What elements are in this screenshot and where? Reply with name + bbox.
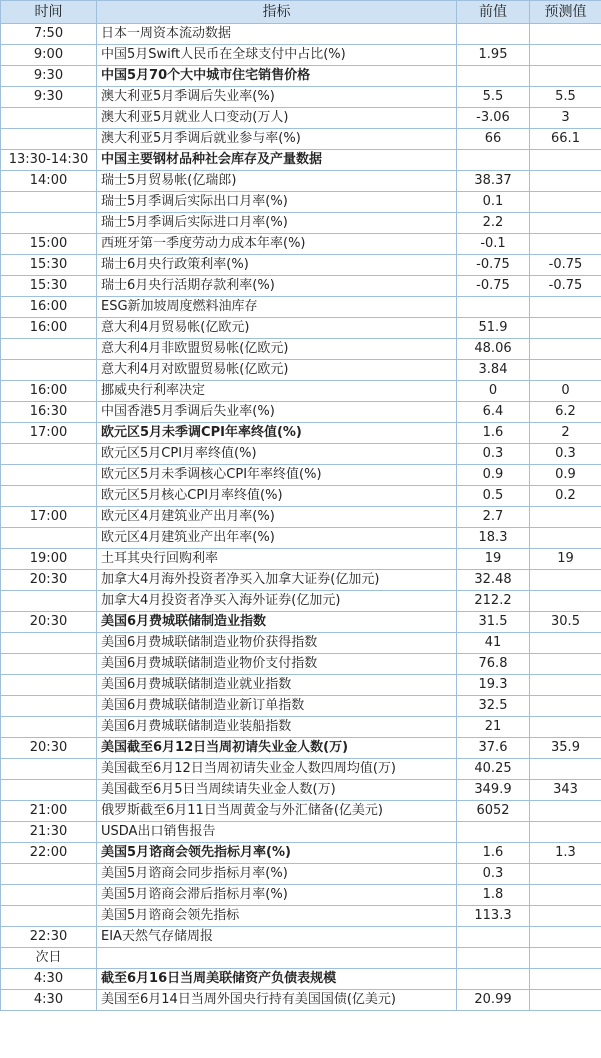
- indicator-cell: 截至6月16日当周美联储资产负债表规模: [97, 969, 457, 990]
- table-row: [1, 87, 601, 108]
- previous-value-cell: 19: [457, 549, 530, 570]
- indicator-cell: 美国6月费城联储制造业就业指数: [97, 675, 457, 696]
- forecast-value-cell: [530, 906, 601, 927]
- forecast-value-cell: [530, 360, 601, 381]
- forecast-value-cell: [530, 192, 601, 213]
- previous-value-cell: [457, 948, 530, 969]
- forecast-value-cell: [530, 990, 601, 1011]
- forecast-value-cell: 5.5: [530, 87, 601, 108]
- forecast-value-cell: [530, 675, 601, 696]
- forecast-value-cell: [530, 696, 601, 717]
- previous-value-cell: 0.3: [457, 864, 530, 885]
- indicator-cell: 俄罗斯截至6月11日当周黄金与外汇储备(亿美元): [97, 801, 457, 822]
- indicator-cell: 意大利4月对欧盟贸易帐(亿欧元): [97, 360, 457, 381]
- forecast-value-cell: [530, 654, 601, 675]
- forecast-value-cell: -0.75: [530, 255, 601, 276]
- table-row: [1, 843, 601, 864]
- time-cell: [1, 591, 97, 612]
- previous-value-cell: 19.3: [457, 675, 530, 696]
- table-row: [1, 360, 601, 381]
- table-row: [1, 402, 601, 423]
- table-row: [1, 486, 601, 507]
- forecast-value-cell: 0.3: [530, 444, 601, 465]
- forecast-value-cell: [530, 24, 601, 45]
- table-row: [1, 675, 601, 696]
- table-row: [1, 381, 601, 402]
- time-cell: 4:30: [1, 969, 97, 990]
- indicator-cell: 美国截至6月12日当周初请失业金人数(万): [97, 738, 457, 759]
- forecast-value-cell: [530, 927, 601, 948]
- time-cell: 21:00: [1, 801, 97, 822]
- previous-value-cell: -0.1: [457, 234, 530, 255]
- forecast-value-cell: 35.9: [530, 738, 601, 759]
- indicator-cell: 美国6月费城联储制造业指数: [97, 612, 457, 633]
- forecast-value-cell: 1.3: [530, 843, 601, 864]
- forecast-value-cell: [530, 171, 601, 192]
- time-cell: [1, 444, 97, 465]
- time-cell: 16:30: [1, 402, 97, 423]
- forecast-value-cell: [530, 234, 601, 255]
- forecast-value-cell: [530, 66, 601, 87]
- time-cell: [1, 759, 97, 780]
- time-cell: [1, 465, 97, 486]
- time-cell: [1, 780, 97, 801]
- time-cell: 9:30: [1, 87, 97, 108]
- header-previous: 前值: [457, 1, 530, 24]
- time-cell: 20:30: [1, 612, 97, 633]
- indicator-cell: 澳大利亚5月季调后失业率(%): [97, 87, 457, 108]
- time-cell: [1, 486, 97, 507]
- previous-value-cell: 349.9: [457, 780, 530, 801]
- previous-value-cell: [457, 24, 530, 45]
- table-row: [1, 213, 601, 234]
- previous-value-cell: [457, 822, 530, 843]
- indicator-cell: 美国6月费城联储制造业装船指数: [97, 717, 457, 738]
- time-cell: [1, 360, 97, 381]
- previous-value-cell: 113.3: [457, 906, 530, 927]
- time-cell: 22:30: [1, 927, 97, 948]
- previous-value-cell: 212.2: [457, 591, 530, 612]
- time-cell: [1, 129, 97, 150]
- table-header-row: [1, 1, 601, 24]
- table-row: [1, 990, 601, 1011]
- table-row: [1, 108, 601, 129]
- forecast-value-cell: [530, 45, 601, 66]
- time-cell: 7:50: [1, 24, 97, 45]
- previous-value-cell: 37.6: [457, 738, 530, 759]
- indicator-cell: 日本一周资本流动数据: [97, 24, 457, 45]
- forecast-value-cell: 66.1: [530, 129, 601, 150]
- time-cell: 15:30: [1, 255, 97, 276]
- time-cell: [1, 885, 97, 906]
- previous-value-cell: 0.5: [457, 486, 530, 507]
- time-cell: [1, 339, 97, 360]
- time-cell: 9:00: [1, 45, 97, 66]
- time-cell: 16:00: [1, 297, 97, 318]
- time-cell: 16:00: [1, 318, 97, 339]
- previous-value-cell: [457, 969, 530, 990]
- indicator-cell: 欧元区5月未季调CPI年率终值(%): [97, 423, 457, 444]
- indicator-cell: 美国6月费城联储制造业新订单指数: [97, 696, 457, 717]
- table-row: [1, 612, 601, 633]
- forecast-value-cell: 19: [530, 549, 601, 570]
- forecast-value-cell: [530, 969, 601, 990]
- time-cell: 20:30: [1, 738, 97, 759]
- indicator-cell: 意大利4月贸易帐(亿欧元): [97, 318, 457, 339]
- table-row: [1, 255, 601, 276]
- table-row: [1, 633, 601, 654]
- table-row: [1, 444, 601, 465]
- header-indicator: 指标: [97, 1, 457, 24]
- time-cell: [1, 864, 97, 885]
- previous-value-cell: [457, 150, 530, 171]
- time-cell: 20:30: [1, 570, 97, 591]
- table-row: [1, 66, 601, 87]
- indicator-cell: 澳大利亚5月就业人口变动(万人): [97, 108, 457, 129]
- time-cell: [1, 717, 97, 738]
- previous-value-cell: [457, 927, 530, 948]
- time-cell: [1, 906, 97, 927]
- previous-value-cell: -0.75: [457, 276, 530, 297]
- time-cell: 16:00: [1, 381, 97, 402]
- previous-value-cell: 32.5: [457, 696, 530, 717]
- table-row: [1, 801, 601, 822]
- forecast-value-cell: [530, 213, 601, 234]
- previous-value-cell: 20.99: [457, 990, 530, 1011]
- time-cell: [1, 654, 97, 675]
- forecast-value-cell: [530, 801, 601, 822]
- table-row: [1, 549, 601, 570]
- time-cell: [1, 528, 97, 549]
- indicator-cell: 欧元区5月核心CPI月率终值(%): [97, 486, 457, 507]
- forecast-value-cell: [530, 528, 601, 549]
- indicator-cell: 欧元区4月建筑业产出年率(%): [97, 528, 457, 549]
- forecast-value-cell: 0.2: [530, 486, 601, 507]
- time-cell: 15:30: [1, 276, 97, 297]
- time-cell: [1, 696, 97, 717]
- time-cell: [1, 192, 97, 213]
- indicator-cell: 美国至6月14日当周外国央行持有美国国债(亿美元): [97, 990, 457, 1011]
- forecast-value-cell: [530, 822, 601, 843]
- indicator-cell: 美国6月费城联储制造业物价获得指数: [97, 633, 457, 654]
- time-cell: 22:00: [1, 843, 97, 864]
- indicator-cell: 中国主要钢材品种社会库存及产量数据: [97, 150, 457, 171]
- indicator-cell: 美国5月谘商会领先指标: [97, 906, 457, 927]
- forecast-value-cell: [530, 339, 601, 360]
- table-row: [1, 192, 601, 213]
- table-row: [1, 24, 601, 45]
- table-row: [1, 654, 601, 675]
- time-cell: 14:00: [1, 171, 97, 192]
- header-forecast: 预测值: [530, 1, 601, 24]
- table-row: [1, 276, 601, 297]
- indicator-cell: 瑞士5月贸易帐(亿瑞郎): [97, 171, 457, 192]
- forecast-value-cell: [530, 297, 601, 318]
- table-row: [1, 738, 601, 759]
- indicator-cell: EIA天然气存储周报: [97, 927, 457, 948]
- previous-value-cell: 5.5: [457, 87, 530, 108]
- table-row: [1, 927, 601, 948]
- indicator-cell: ESG新加坡周度燃料油库存: [97, 297, 457, 318]
- table-row: [1, 45, 601, 66]
- table-row: [1, 171, 601, 192]
- indicator-cell: [97, 948, 457, 969]
- forecast-value-cell: [530, 864, 601, 885]
- time-cell: 17:00: [1, 507, 97, 528]
- indicator-cell: 美国5月谘商会滞后指标月率(%): [97, 885, 457, 906]
- time-cell: 次日: [1, 948, 97, 969]
- forecast-value-cell: 0.9: [530, 465, 601, 486]
- table-row: [1, 822, 601, 843]
- indicator-cell: 美国5月谘商会领先指标月率(%): [97, 843, 457, 864]
- table-row: [1, 591, 601, 612]
- forecast-value-cell: [530, 150, 601, 171]
- previous-value-cell: 66: [457, 129, 530, 150]
- indicator-cell: 美国截至6月5日当周续请失业金人数(万): [97, 780, 457, 801]
- previous-value-cell: 48.06: [457, 339, 530, 360]
- time-cell: [1, 108, 97, 129]
- time-cell: 17:00: [1, 423, 97, 444]
- table-row: [1, 507, 601, 528]
- previous-value-cell: 32.48: [457, 570, 530, 591]
- table-row: [1, 423, 601, 444]
- forecast-value-cell: [530, 570, 601, 591]
- indicator-cell: 瑞士5月季调后实际出口月率(%): [97, 192, 457, 213]
- indicator-cell: 欧元区4月建筑业产出月率(%): [97, 507, 457, 528]
- previous-value-cell: 38.37: [457, 171, 530, 192]
- previous-value-cell: [457, 66, 530, 87]
- forecast-value-cell: 3: [530, 108, 601, 129]
- table-row: [1, 339, 601, 360]
- indicator-cell: 瑞士6月央行活期存款利率(%): [97, 276, 457, 297]
- previous-value-cell: 1.6: [457, 843, 530, 864]
- forecast-value-cell: 2: [530, 423, 601, 444]
- forecast-value-cell: 343: [530, 780, 601, 801]
- previous-value-cell: 76.8: [457, 654, 530, 675]
- indicator-cell: 意大利4月非欧盟贸易帐(亿欧元): [97, 339, 457, 360]
- previous-value-cell: 1.6: [457, 423, 530, 444]
- previous-value-cell: 18.3: [457, 528, 530, 549]
- indicator-cell: 美国截至6月12日当周初请失业金人数四周均值(万): [97, 759, 457, 780]
- previous-value-cell: 0.3: [457, 444, 530, 465]
- forecast-value-cell: [530, 507, 601, 528]
- forecast-value-cell: [530, 885, 601, 906]
- indicator-cell: 西班牙第一季度劳动力成本年率(%): [97, 234, 457, 255]
- table-row: [1, 129, 601, 150]
- table-row: [1, 465, 601, 486]
- table-row: [1, 759, 601, 780]
- previous-value-cell: [457, 297, 530, 318]
- forecast-value-cell: [530, 591, 601, 612]
- previous-value-cell: 21: [457, 717, 530, 738]
- time-cell: 4:30: [1, 990, 97, 1011]
- previous-value-cell: 40.25: [457, 759, 530, 780]
- table-row: [1, 570, 601, 591]
- previous-value-cell: -3.06: [457, 108, 530, 129]
- table-row: [1, 885, 601, 906]
- previous-value-cell: 0.1: [457, 192, 530, 213]
- previous-value-cell: 1.95: [457, 45, 530, 66]
- table-row: [1, 150, 601, 171]
- time-cell: [1, 633, 97, 654]
- table-row: [1, 864, 601, 885]
- previous-value-cell: 31.5: [457, 612, 530, 633]
- table-row: [1, 906, 601, 927]
- indicator-cell: 中国5月70个大中城市住宅销售价格: [97, 66, 457, 87]
- indicator-cell: 欧元区5月CPI月率终值(%): [97, 444, 457, 465]
- indicator-cell: 澳大利亚5月季调后就业参与率(%): [97, 129, 457, 150]
- table-row: [1, 528, 601, 549]
- forecast-value-cell: 0: [530, 381, 601, 402]
- previous-value-cell: 1.8: [457, 885, 530, 906]
- forecast-value-cell: [530, 717, 601, 738]
- previous-value-cell: 41: [457, 633, 530, 654]
- indicator-cell: 挪威央行利率决定: [97, 381, 457, 402]
- table-row: [1, 297, 601, 318]
- previous-value-cell: 3.84: [457, 360, 530, 381]
- indicator-cell: USDA出口销售报告: [97, 822, 457, 843]
- previous-value-cell: 0.9: [457, 465, 530, 486]
- previous-value-cell: 2.2: [457, 213, 530, 234]
- indicator-cell: 美国5月谘商会同步指标月率(%): [97, 864, 457, 885]
- previous-value-cell: 6052: [457, 801, 530, 822]
- previous-value-cell: 6.4: [457, 402, 530, 423]
- previous-value-cell: 51.9: [457, 318, 530, 339]
- indicator-cell: 瑞士5月季调后实际进口月率(%): [97, 213, 457, 234]
- previous-value-cell: -0.75: [457, 255, 530, 276]
- table-row: [1, 696, 601, 717]
- time-cell: 15:00: [1, 234, 97, 255]
- table-row: [1, 780, 601, 801]
- indicator-cell: 加拿大4月海外投资者净买入加拿大证券(亿加元): [97, 570, 457, 591]
- time-cell: [1, 213, 97, 234]
- forecast-value-cell: [530, 633, 601, 654]
- forecast-value-cell: [530, 318, 601, 339]
- forecast-value-cell: 6.2: [530, 402, 601, 423]
- table-row: [1, 717, 601, 738]
- forecast-value-cell: [530, 948, 601, 969]
- indicator-cell: 中国香港5月季调后失业率(%): [97, 402, 457, 423]
- table-row: [1, 318, 601, 339]
- time-cell: 21:30: [1, 822, 97, 843]
- indicator-cell: 土耳其央行回购利率: [97, 549, 457, 570]
- indicator-cell: 中国5月Swift人民币在全球支付中占比(%): [97, 45, 457, 66]
- time-cell: 13:30-14:30: [1, 150, 97, 171]
- indicator-cell: 欧元区5月未季调核心CPI年率终值(%): [97, 465, 457, 486]
- indicator-cell: 美国6月费城联储制造业物价支付指数: [97, 654, 457, 675]
- table-body: [1, 24, 601, 1011]
- table-row: [1, 234, 601, 255]
- header-time: 时间: [1, 1, 97, 24]
- time-cell: [1, 675, 97, 696]
- indicator-cell: 瑞士6月央行政策利率(%): [97, 255, 457, 276]
- time-cell: 19:00: [1, 549, 97, 570]
- forecast-value-cell: [530, 759, 601, 780]
- previous-value-cell: 2.7: [457, 507, 530, 528]
- previous-value-cell: 0: [457, 381, 530, 402]
- indicator-cell: 加拿大4月投资者净买入海外证券(亿加元): [97, 591, 457, 612]
- forecast-value-cell: -0.75: [530, 276, 601, 297]
- time-cell: 9:30: [1, 66, 97, 87]
- table-row: [1, 948, 601, 969]
- forecast-value-cell: 30.5: [530, 612, 601, 633]
- table-row: [1, 969, 601, 990]
